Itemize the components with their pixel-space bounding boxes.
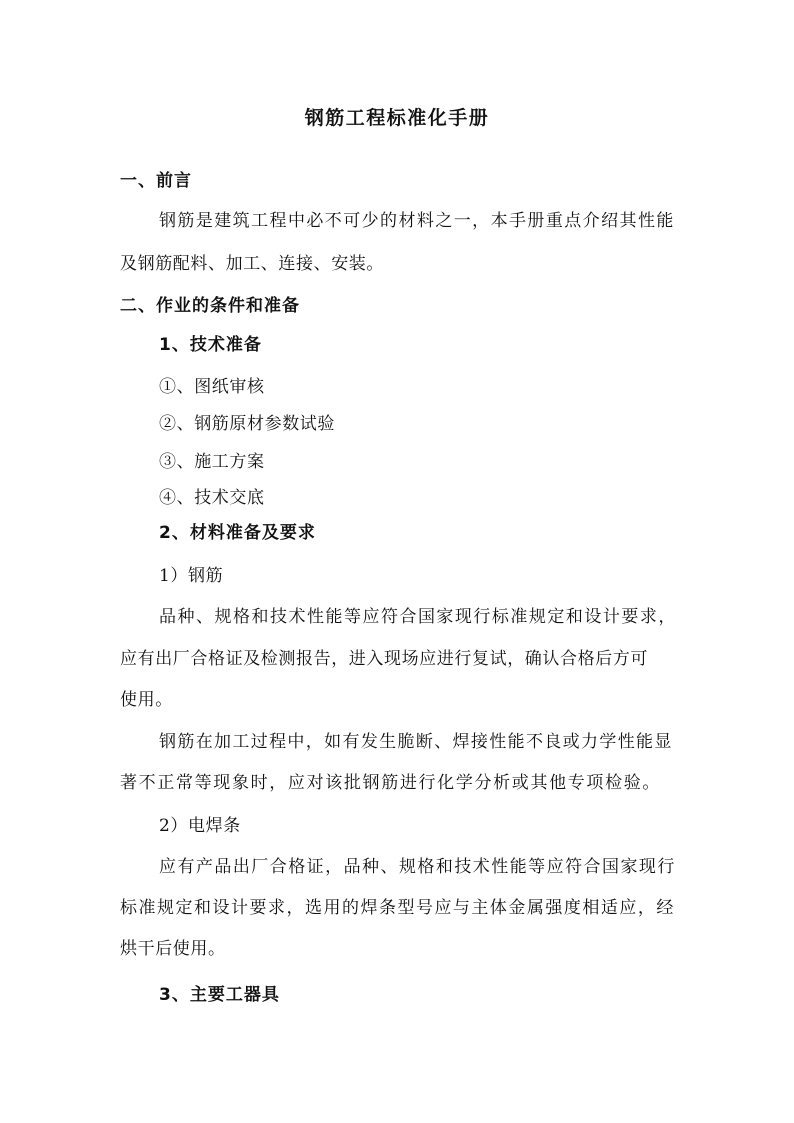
preface-line-1: 钢筋是建筑工程中必不可少的材料之一，本手册重点介绍其性能 bbox=[159, 211, 674, 231]
rebar-para1-line-3: 使用。 bbox=[120, 690, 173, 710]
list-item: ②、钢筋原材参数试验 bbox=[159, 414, 335, 434]
subsection-heading-materials: 2、材料准备及要求 bbox=[159, 523, 316, 543]
list-item: ①、图纸审核 bbox=[159, 377, 265, 397]
document-title: 钢筋工程标准化手册 bbox=[304, 107, 490, 129]
list-item: ④、技术交底 bbox=[159, 488, 265, 508]
electrode-para-line-2: 标准规定和设计要求，选用的焊条型号应与主体金属强度相适应，经 bbox=[120, 898, 674, 918]
subsection-heading-tools: 3、主要工器具 bbox=[159, 985, 280, 1005]
rebar-para1-line-1: 品种、规格和技术性能等应符合国家现行标准规定和设计要求， bbox=[159, 607, 676, 627]
subsection-heading-technical: 1、技术准备 bbox=[159, 335, 262, 355]
electrode-para-line-1: 应有产品出厂合格证，品种、规格和技术性能等应符合国家现行 bbox=[159, 857, 675, 877]
rebar-para2-line-2: 著不正常等现象时，应对该批钢筋进行化学分析或其他专项检验。 bbox=[120, 773, 660, 793]
electrode-para-line-3: 烘干后使用。 bbox=[120, 939, 226, 959]
item-heading-electrode: 2）电焊条 bbox=[159, 816, 241, 836]
rebar-para2-line-1: 钢筋在加工过程中，如有发生脆断、焊接性能不良或力学性能显 bbox=[159, 732, 672, 752]
preface-line-2: 及钢筋配料、加工、连接、安装。 bbox=[120, 254, 384, 274]
list-item: ③、施工方案 bbox=[159, 452, 265, 472]
item-heading-rebar: 1）钢筋 bbox=[159, 566, 224, 586]
rebar-para1-line-2: 应有出厂合格证及检测报告，进入现场应进行复试，确认合格后方可 bbox=[120, 649, 648, 669]
section-heading-preface: 一、前言 bbox=[120, 171, 192, 191]
section-heading-conditions: 二、作业的条件和准备 bbox=[120, 296, 300, 316]
